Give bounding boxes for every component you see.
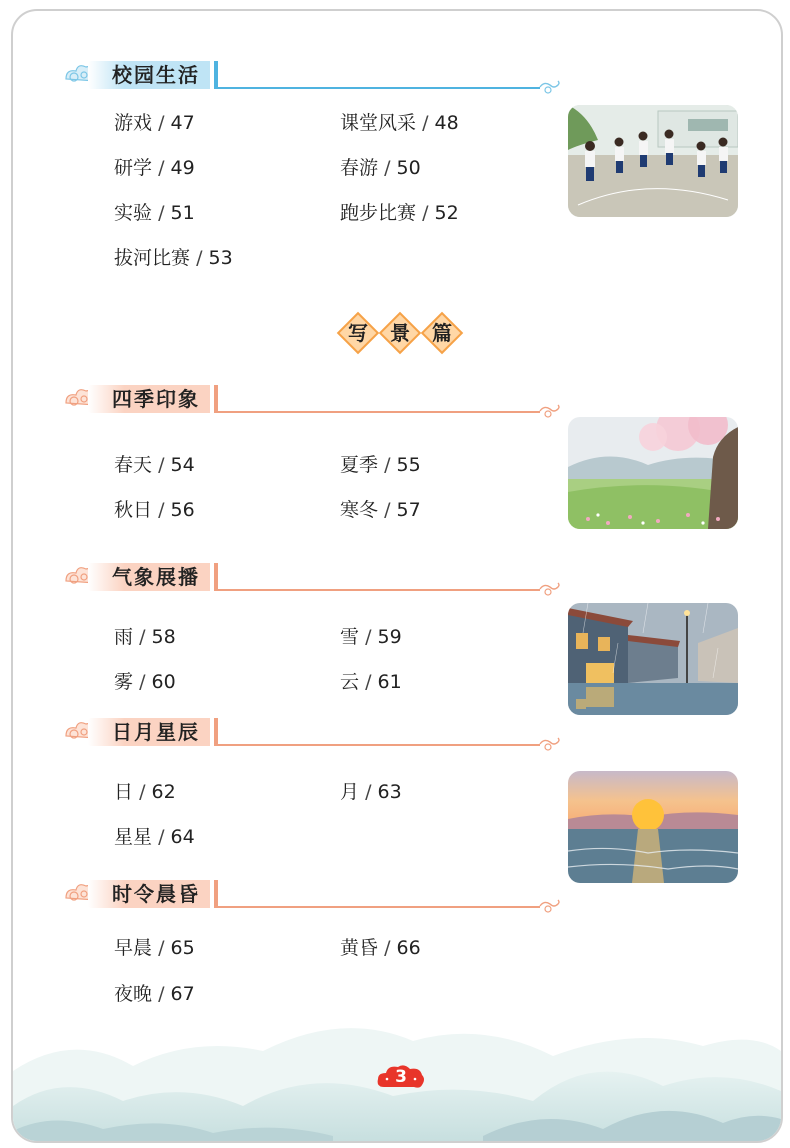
section-title: 日月星辰 bbox=[88, 718, 210, 746]
toc-entry[interactable]: 雾 / 60 bbox=[114, 671, 176, 693]
section-underline bbox=[218, 906, 540, 908]
sunset-sea-image bbox=[568, 771, 738, 883]
chapter-diamond: 写 bbox=[336, 311, 380, 355]
swirl-end-icon bbox=[538, 79, 562, 95]
swirl-end-icon bbox=[538, 736, 562, 752]
toc-entry[interactable]: 早晨 / 65 bbox=[114, 937, 195, 959]
toc-entry[interactable]: 春游 / 50 bbox=[340, 157, 421, 179]
section-header-times bbox=[62, 880, 562, 910]
toc-entry[interactable]: 秋日 / 56 bbox=[114, 499, 195, 521]
toc-entry[interactable]: 月 / 63 bbox=[340, 781, 402, 803]
toc-entry[interactable]: 雨 / 58 bbox=[114, 626, 176, 648]
toc-entry[interactable]: 春天 / 54 bbox=[114, 454, 195, 476]
chapter-heading bbox=[336, 308, 466, 358]
toc-entry[interactable]: 星星 / 64 bbox=[114, 826, 195, 848]
swirl-end-icon bbox=[538, 898, 562, 914]
page-number: 3 bbox=[395, 1067, 407, 1087]
toc-entry[interactable]: 夜晚 / 67 bbox=[114, 983, 195, 1005]
section-underline bbox=[218, 744, 540, 746]
page-number-badge bbox=[376, 1063, 426, 1091]
toc-entry[interactable]: 跑步比赛 / 52 bbox=[340, 202, 459, 224]
section-underline bbox=[218, 589, 540, 591]
spring-meadow-tree-image bbox=[568, 417, 738, 529]
title-accent-bar bbox=[214, 385, 218, 413]
toc-entry[interactable]: 雪 / 59 bbox=[340, 626, 402, 648]
toc-entry[interactable]: 日 / 62 bbox=[114, 781, 176, 803]
title-accent-bar bbox=[214, 61, 218, 89]
chapter-diamond: 景 bbox=[378, 311, 422, 355]
toc-entry[interactable]: 寒冬 / 57 bbox=[340, 499, 421, 521]
school-children-playing-image bbox=[568, 105, 738, 217]
swirl-end-icon bbox=[538, 581, 562, 597]
toc-entry[interactable]: 实验 / 51 bbox=[114, 202, 195, 224]
toc-entry[interactable]: 云 / 61 bbox=[340, 671, 402, 693]
toc-entry[interactable]: 课堂风采 / 48 bbox=[340, 112, 459, 134]
section-header-campus bbox=[62, 61, 562, 91]
section-header-seasons bbox=[62, 385, 562, 415]
swirl-end-icon bbox=[538, 403, 562, 419]
section-title: 气象展播 bbox=[88, 563, 210, 591]
toc-entry[interactable]: 研学 / 49 bbox=[114, 157, 195, 179]
section-title: 校园生活 bbox=[88, 61, 210, 89]
chapter-diamond: 篇 bbox=[420, 311, 464, 355]
section-title: 四季印象 bbox=[88, 385, 210, 413]
rainy-street-image bbox=[568, 603, 738, 715]
section-underline bbox=[218, 411, 540, 413]
section-header-weather bbox=[62, 563, 562, 593]
toc-entry[interactable]: 黄昏 / 66 bbox=[340, 937, 421, 959]
toc-entry[interactable]: 夏季 / 55 bbox=[340, 454, 421, 476]
title-accent-bar bbox=[214, 563, 218, 591]
section-header-celestial bbox=[62, 718, 562, 748]
title-accent-bar bbox=[214, 718, 218, 746]
toc-entry[interactable]: 拔河比赛 / 53 bbox=[114, 247, 233, 269]
toc-entry[interactable]: 游戏 / 47 bbox=[114, 112, 195, 134]
title-accent-bar bbox=[214, 880, 218, 908]
section-title: 时令晨昏 bbox=[88, 880, 210, 908]
section-underline bbox=[218, 87, 540, 89]
